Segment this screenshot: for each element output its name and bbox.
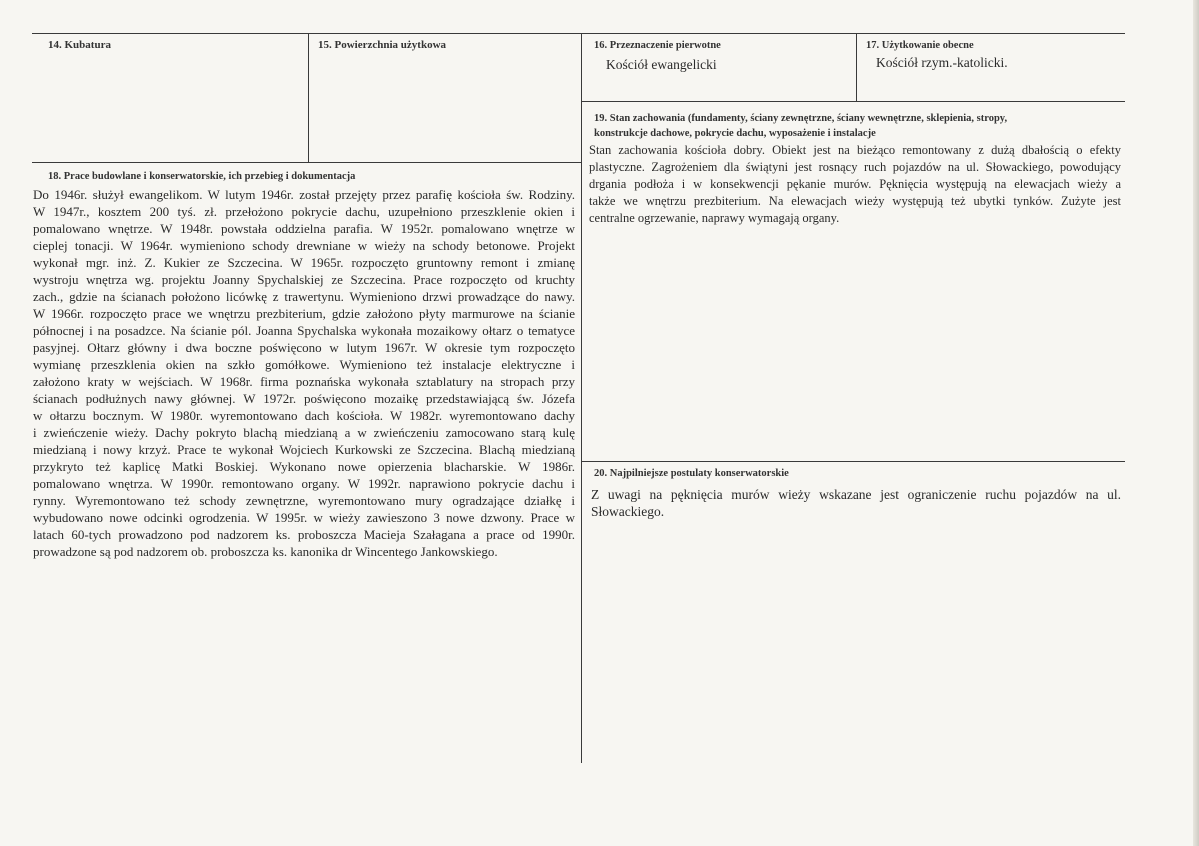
section-18-line: wystroju wnętrza wg. projektu Joanny Spychalskiej ze Szczecina. Prace rozpoczęto od kruchty [33, 272, 575, 287]
section-18-line: wykonał mgr. inż. Z. Kukier ze Szczecina. W 1965r. rozpoczęto gruntowny remont i zmianę [33, 255, 575, 270]
field-15-label: 15. Powierzchnia użytkowa [318, 39, 447, 51]
field-17-label: 17. Użytkowanie obecne [866, 40, 974, 51]
section-18-line: prowadzone są pod nadzorem ob. proboszcza ks. kanonika dr Wincentego Jankowskiego. [33, 544, 498, 559]
section-19-text [589, 142, 1121, 227]
section-20-label: 20. Najpilniejsze postulaty konserwatorskie [594, 468, 789, 479]
section-18-text [33, 186, 575, 560]
section-20-line: Słowackiego. [591, 504, 665, 519]
section-18-line: cieplej tonacji. W 1964r. wymieniono schody drewniane w wieży na schody betonowe. Projekt [33, 238, 575, 253]
section-19-line: Stan zachowania kościoła dobry. Obiekt jest na bieżąco remontowany z dużą dbałością o efekty [589, 143, 1121, 157]
section-18-line: pomalowano wnętrze. W 1948r. powstała oddzielna parafia. W 1952r. pomalowano wnętrze w [33, 221, 575, 236]
section-18-line: W 1966r. rozpoczęto prace we wnętrzu prezbiterium, gdzie założono płyty marmurowe na ścianie [33, 306, 575, 321]
field-16-label: 16. Przeznaczenie pierwotne [594, 40, 721, 51]
section-20-text [591, 486, 1121, 520]
divider-16-17 [856, 33, 857, 101]
section-18-line: przykryto też kaplicę Matki Boskiej. Wykonano nowe opierzenia blacharskie. W 1986r. [33, 459, 575, 474]
field-16-value: Kościół ewangelicki [606, 57, 717, 72]
section-18-line: pasyjnej. Ołtarz główny i dwa boczne poświęcono w lutym 1967r. W okresie tym rozpoczęto [33, 340, 575, 355]
top-border-line [32, 33, 1125, 34]
section-18-line: Do 1946r. służył ewangelikom. W lutym 1946r. został przejęty przez parafię kościoła św. Rodziny. [33, 187, 575, 202]
section-18-line: W 1947r., kosztem 200 tyś. zł. przełożono pokrycie dachu, uzupełniono przeszklenie okien i [33, 204, 575, 219]
section-19-label-line2: konstrukcje dachowe, pokrycie dachu, wyposażenie i instalacje [594, 128, 876, 139]
divider-14-15 [308, 33, 309, 162]
divider-top-18 [32, 162, 582, 163]
section-18-line: w ołtarzu bocznym. W 1980r. wyremontowano dach kościoła. W 1982r. wyremontowano dachy [33, 408, 575, 423]
section-18-line: wybudowano nowe odcinki ogrodzenia. W 1995r. w wieży zawieszono 3 nowe dzwony. Prace w [33, 510, 575, 525]
section-18-line: latach 60-tych prowadzono pod nadzorem ks. proboszcza Macieja Szałagana a prace od 1990r. [33, 527, 575, 542]
section-19-line: plastyczne. Zagrożeniem dla świątyni jest rosnący ruch pojazdów na ul. Słowackiego, powodujący [589, 160, 1121, 174]
section-18-line: założono kraty w wejściach. W 1968r. firma poznańska wykonała sztablatury na stropach przy [33, 374, 575, 389]
section-18-line: ścianach podłużnych nawy głównej. W 1972r. poświęcono mozaikę przedstawiającą św. Józefa [33, 391, 575, 406]
section-19-label-line1: 19. Stan zachowania (fundamenty, ściany zewnętrzne, ściany wewnętrzne, sklepienia, stropy, [594, 113, 1008, 124]
main-vertical-divider [581, 33, 582, 763]
divider-16-19 [582, 101, 1125, 102]
section-18-line: miedzianą i nowy krzyż. Prace te wykonał Wojciech Kurkowski ze Szczecina. Blachą miedzianą [33, 442, 575, 457]
section-20-line: Z uwagi na pęknięcia murów wieży wskazane jest ograniczenie ruchu pojazdów na ul. [591, 487, 1121, 502]
section-19-line: centralne ogrzewanie, naprawy wymagają organy. [589, 211, 840, 225]
section-19-line: także we wnętrzu prezbiterium. Na elewacjach wieży występują też ubytki tynków. Zużyte jest [589, 194, 1121, 208]
section-18-line: zach., gdzie na ścianach położono licówkę z trawertynu. Wymieniono drzwi prowadzące do nawy. [33, 289, 575, 304]
section-18-line: i zwieńczenie wieży. Dachy pokryto blachą miedzianą a w zwieńczeniu zamocowano starą kulę [33, 425, 575, 440]
field-14-label: 14. Kubatura [48, 39, 111, 51]
section-18-label: 18. Prace budowlane i konserwatorskie, ich przebieg i dokumentacja [48, 171, 356, 182]
section-18-line: pomalowano wnętrza. W 1990r. remontowano organy. W 1992r. naprawiono pokrycie dachu i [33, 476, 575, 491]
field-17-value: Kościół rzym.-katolicki. [876, 55, 1008, 70]
section-18-line: północnej i na posadzce. Na ścianie pól. Joanna Spychalska wykonała mozaikowy ołtarz o tematyce [33, 323, 575, 338]
divider-19-20 [582, 461, 1125, 462]
section-19-line: drgania podłoża i w konsekwencji pękanie murów. Pęknięcia występują na elewacjach wieży a [589, 177, 1121, 191]
section-18-line: rynny. Wyremontowano też schody zewnętrzne, wyremontowano mury ogradzające działkę i [33, 493, 575, 508]
page-edge-shadow [1193, 0, 1199, 846]
section-18-line: wymianę przeszklenia okien na szkło gomółkowe. Wymieniono też instalacje elektryczne i [33, 357, 575, 372]
